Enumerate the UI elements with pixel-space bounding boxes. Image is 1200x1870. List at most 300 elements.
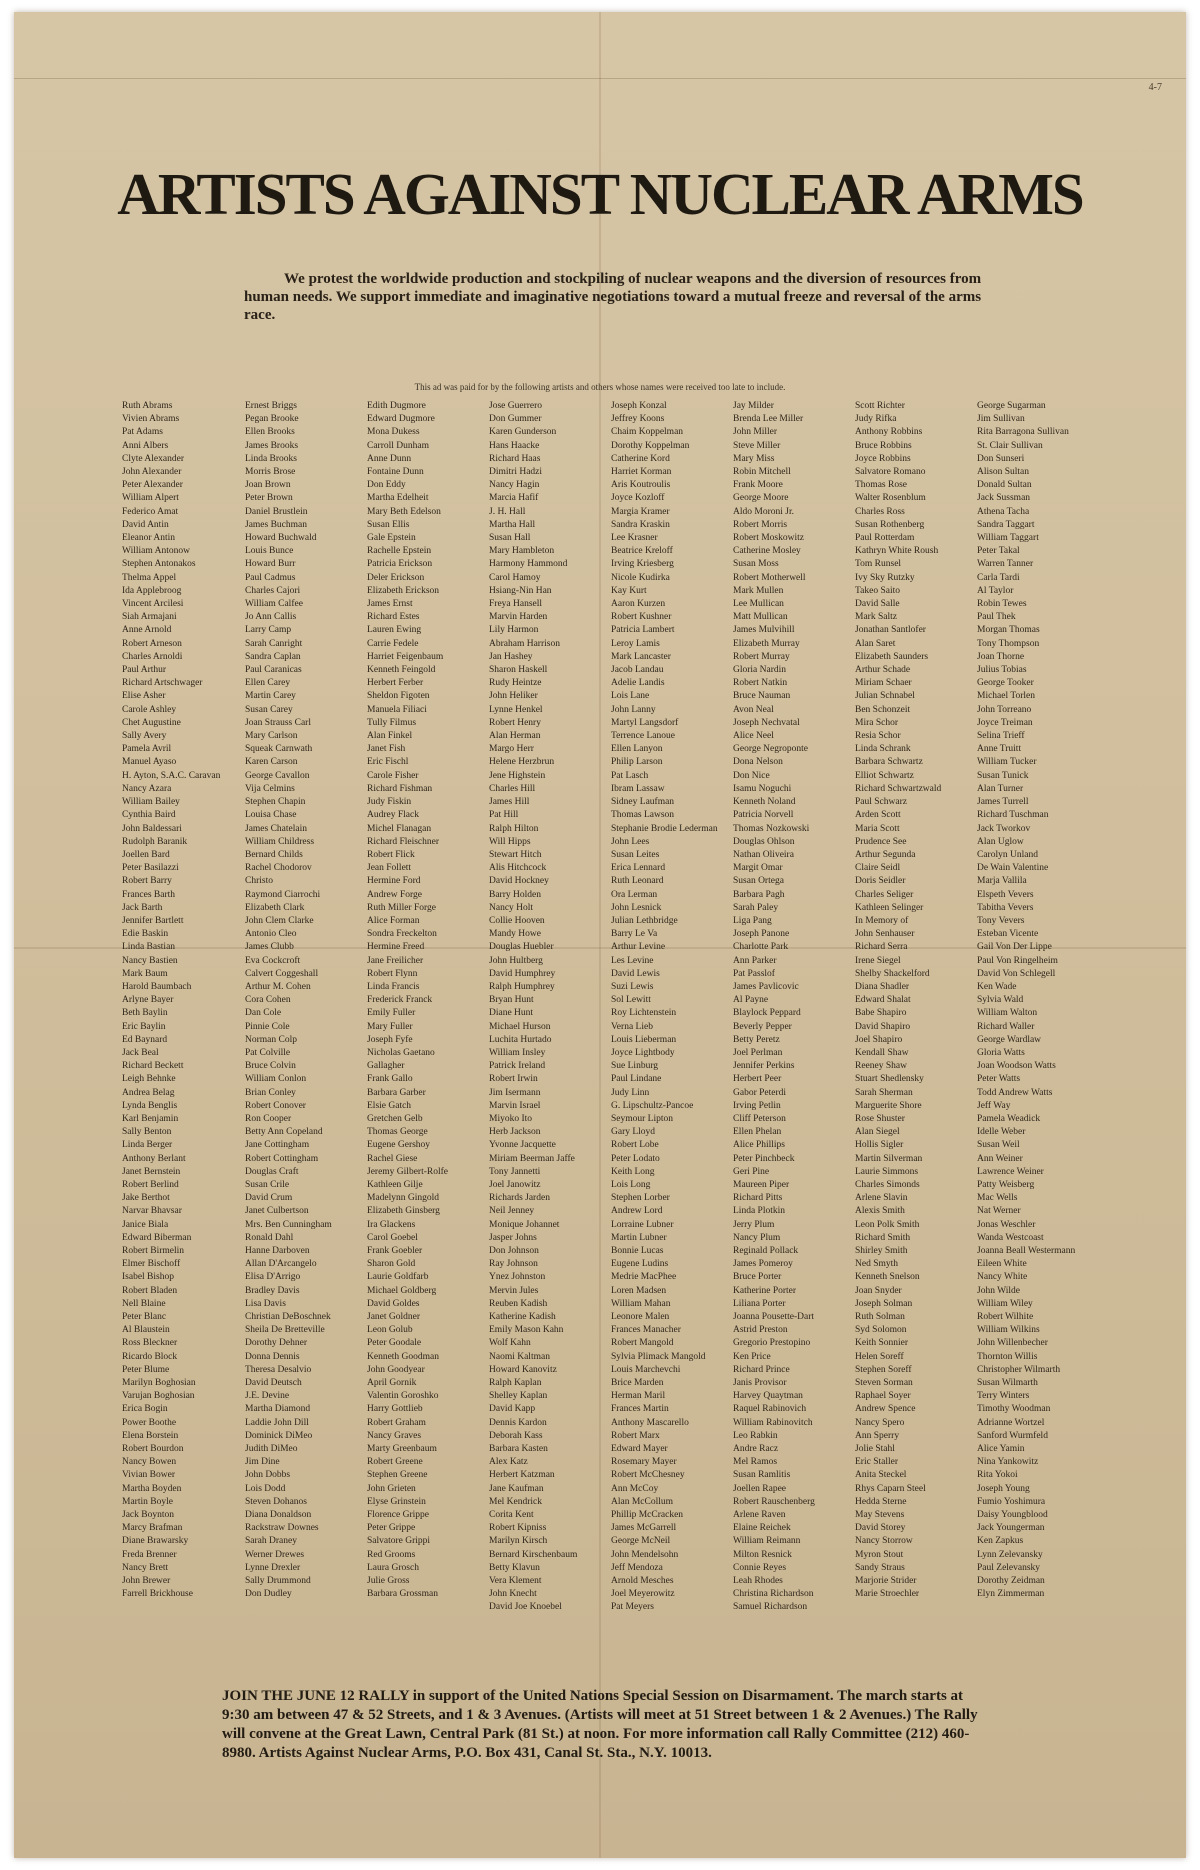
- signatory-name: Susan Leites: [611, 849, 660, 860]
- signatory-name: Leroy Lamis: [611, 638, 660, 649]
- signatory-name: Anthony Mascarello: [611, 1417, 689, 1428]
- signatory-name: David Deutsch: [245, 1378, 302, 1389]
- signatory-name: Tony Thompson: [977, 638, 1040, 649]
- signatory-name: Joel Meyerowitz: [611, 1589, 675, 1600]
- signatory-name: Charlotte Park: [733, 942, 789, 953]
- signatory-name: Kathleen Gilje: [367, 1179, 423, 1190]
- signatory-name: Mary Carlson: [245, 731, 298, 742]
- signatory-name: Joanna Pousette-Dart: [733, 1312, 814, 1323]
- signatory-name: Laddie John Dill: [245, 1417, 309, 1428]
- signatory-name: Andrew Lord: [611, 1206, 663, 1217]
- signatory-name: Pat Hill: [489, 810, 519, 821]
- signatory-name: Geri Pine: [733, 1166, 770, 1177]
- signatory-name: Peter Blume: [122, 1364, 170, 1375]
- signatory-name: John Brewer: [122, 1576, 171, 1587]
- signatory-name: Paul Von Ringelheim: [977, 955, 1058, 966]
- signatory-name: Leigh Behnke: [122, 1074, 176, 1085]
- signatory-name: Aldo Moroni Jr.: [733, 506, 794, 517]
- signatory-name: Fumio Yoshimura: [977, 1496, 1046, 1507]
- signatory-name: Red Grooms: [367, 1549, 416, 1560]
- signatory-name: Susan Weil: [977, 1140, 1020, 1151]
- signatory-name: Richard Fleischner: [367, 836, 440, 847]
- signatory-name: Sharon Haskell: [489, 665, 548, 676]
- signatory-name: Edith Dugmore: [367, 401, 426, 411]
- signatory-name: Kenneth Snelson: [855, 1272, 920, 1283]
- signatory-name: Aris Koutroulis: [611, 480, 671, 491]
- signatory-name: Elisa D'Arrigo: [245, 1272, 301, 1283]
- signatory-name: Leon Polk Smith: [855, 1219, 920, 1230]
- signatory-name: Erica Bogin: [122, 1404, 168, 1415]
- signatory-name: David Hockney: [489, 876, 549, 887]
- signatory-name: Audrey Flack: [367, 810, 419, 821]
- signatory-name: Don Johnson: [489, 1246, 539, 1256]
- signatory-name: Joan Strauss Carl: [245, 717, 311, 728]
- signatory-name: Barry Le Va: [611, 929, 658, 940]
- signatory-name: Ellen Brooks: [245, 427, 295, 438]
- signatory-name: Rosemary Mayer: [611, 1457, 677, 1468]
- signatory-name: Paul Cadmus: [245, 572, 296, 583]
- signatory-name: Marcia Hafif: [489, 493, 539, 504]
- signatory-name: Paul Schwarz: [855, 797, 907, 808]
- signatory-name: Steven Sorman: [855, 1378, 913, 1389]
- signatory-name: Ralph Kaplan: [489, 1378, 542, 1389]
- signatory-name: Elaine Reichek: [733, 1523, 791, 1534]
- signatory-name: Terry Winters: [977, 1391, 1030, 1402]
- signatory-name: Carroll Dunham: [367, 440, 430, 451]
- signatory-name: Robert Arneson: [122, 638, 182, 649]
- signatory-name: Joan Snyder: [855, 1285, 902, 1296]
- signatory-name: Larry Camp: [245, 625, 292, 636]
- signatory-name: Janet Fish: [367, 744, 406, 755]
- signatory-name: Carole Ashley: [122, 704, 177, 715]
- signatory-name: Samuel Richardson: [733, 1602, 808, 1613]
- signatory-name: Varujan Boghosian: [122, 1391, 195, 1402]
- signatory-name: Kathleen Selinger: [855, 902, 924, 913]
- signatory-name: Nancy Azara: [122, 783, 172, 794]
- signatory-name: Gloria Nardin: [733, 665, 787, 676]
- signatory-name: Robert Conover: [245, 1100, 306, 1111]
- signatory-name: Siah Armajani: [122, 612, 177, 623]
- signatory-name: Peter Takal: [977, 546, 1020, 557]
- signatory-name: Squeak Carnwath: [245, 744, 313, 755]
- signatory-name: Lorraine Lubner: [611, 1219, 674, 1230]
- signatory-name: James Buchman: [245, 519, 308, 530]
- signatory-name: Rachel Giese: [367, 1153, 418, 1164]
- signatory-name: Lee Krasner: [611, 533, 658, 544]
- signatory-name: Alex Katz: [489, 1457, 528, 1468]
- signatory-name: Bradley Davis: [245, 1285, 300, 1296]
- signatory-name: Salvatore Romano: [855, 467, 926, 478]
- signatory-name: Robert Berlind: [122, 1179, 179, 1190]
- signatory-name: Helene Herzbrun: [489, 757, 555, 768]
- signatory-name: Barry Holden: [489, 889, 541, 900]
- signatory-name: Julie Gross: [367, 1576, 410, 1587]
- signatory-name: Peter Basilazzi: [122, 863, 179, 874]
- signatory-name: Jo Ann Callis: [245, 612, 297, 623]
- signatory-name: Carol Goebel: [367, 1232, 418, 1243]
- signatory-name: Ned Smyth: [855, 1259, 899, 1270]
- signatory-name: Liga Pang: [733, 915, 772, 926]
- signatory-name: John Mendelsohn: [611, 1549, 679, 1560]
- signatory-name: Verna Lieb: [611, 1021, 653, 1032]
- signatory-name: Edward Mayer: [611, 1444, 668, 1455]
- signatory-name: Joan Woodson Watts: [977, 1061, 1056, 1072]
- signatory-name: Judy Fiskin: [367, 797, 412, 808]
- signatory-name: Arthur Levine: [611, 942, 666, 953]
- signatory-name: Betty Ann Copeland: [245, 1127, 323, 1138]
- signatory-name: William Conlon: [245, 1074, 307, 1085]
- signatory-name: Jonathan Santlofer: [855, 625, 926, 636]
- signatory-name: Gloria Watts: [977, 1047, 1025, 1058]
- signatory-name: Antonio Cleo: [245, 929, 297, 940]
- signatory-name: Susan Tunick: [977, 770, 1029, 781]
- signatory-name: Lois Long: [611, 1179, 651, 1190]
- signatory-name: J.E. Devine: [245, 1391, 290, 1402]
- signatory-name: Blaylock Peppard: [733, 1008, 801, 1019]
- signatory-name: Matt Mullican: [733, 612, 788, 623]
- signatory-name: Edie Baskin: [122, 929, 169, 940]
- name-column: [245, 400, 373, 1601]
- signatory-name: James Hill: [489, 797, 530, 808]
- signatory-name: Christian DeBoschnek: [245, 1312, 331, 1323]
- signatory-name: Shelley Kaplan: [489, 1391, 548, 1402]
- signatory-name: James Brooks: [245, 440, 299, 451]
- signatory-name: Christina Richardson: [733, 1589, 814, 1600]
- signatory-name: Claire Seidl: [855, 863, 901, 874]
- signatory-name: Daniel Brustlein: [245, 506, 308, 517]
- signatory-name: Eric Staller: [855, 1457, 898, 1468]
- signatory-name: David Salle: [855, 599, 900, 610]
- signatory-name: Thelma Appel: [122, 572, 177, 583]
- signatory-name: Elizabeth Murray: [733, 638, 800, 649]
- signatory-name: Lynne Drexler: [245, 1562, 301, 1573]
- signatory-name: Leonore Malen: [611, 1312, 670, 1323]
- signatory-name: Tom Runsel: [855, 559, 902, 570]
- signatory-name: Frank Gallo: [367, 1074, 413, 1085]
- signatory-name: Brice Marden: [611, 1378, 664, 1389]
- signatory-name: Dona Nelson: [733, 757, 783, 768]
- signatory-name: Joseph Panone: [733, 929, 790, 940]
- signatory-name: Pat Passlof: [733, 968, 775, 979]
- signatory-name: Wanda Westcoast: [977, 1232, 1044, 1243]
- signatory-name: Stewart Hitch: [489, 849, 542, 860]
- signatory-name: Joel Perlman: [733, 1047, 783, 1058]
- signatory-name: Robert Henry: [489, 717, 541, 728]
- signatory-name: Jasper Johns: [489, 1232, 537, 1243]
- signatory-name: Paul Arthur: [122, 665, 167, 676]
- signatory-name: Eric Baylin: [122, 1021, 166, 1032]
- signatory-name: Arlene Raven: [733, 1510, 786, 1521]
- signatory-name: Alis Hitchcock: [489, 863, 547, 874]
- signatory-name: Hermine Ford: [367, 876, 421, 887]
- signatory-name: Susan Moss: [733, 559, 779, 570]
- signatory-name: Alice Phillips: [733, 1140, 785, 1151]
- signatory-name: Ellen Phelan: [733, 1127, 782, 1138]
- signatory-name: Peter Brown: [245, 493, 293, 504]
- signatory-name: Yvonne Jacquette: [489, 1140, 556, 1151]
- signatory-name: Jean Follett: [367, 863, 412, 874]
- signatory-name: William Taggart: [977, 533, 1039, 544]
- signatory-name: Catherine Mosley: [733, 546, 801, 557]
- signatory-name: William Wilkins: [977, 1325, 1040, 1336]
- signatory-name: Alice Forman: [367, 915, 420, 926]
- signatory-name: Kenneth Goodman: [367, 1351, 440, 1362]
- signatory-name: Sandra Taggart: [977, 519, 1035, 530]
- signatory-name: George Sugarman: [977, 401, 1046, 411]
- signatory-name: Robert Motherwell: [733, 572, 806, 583]
- signatory-name: Anthony Berlant: [122, 1153, 186, 1164]
- signatory-name: Abraham Harrison: [489, 638, 560, 649]
- signatory-name: Karl Benjamin: [122, 1113, 179, 1124]
- signatory-name: Arlene Slavin: [855, 1193, 908, 1204]
- signatory-name: Tabitha Vevers: [977, 902, 1034, 913]
- signatory-names: [122, 400, 1112, 1613]
- signatory-name: William Bailey: [122, 797, 180, 808]
- signatory-name: Rackstraw Downes: [245, 1523, 319, 1534]
- signatory-name: Sanford Wurmfeld: [977, 1430, 1048, 1441]
- signatory-name: Anne Arnold: [122, 625, 172, 636]
- signatory-name: Miriam Schaer: [855, 678, 912, 689]
- signatory-name: George Wardlaw: [977, 1034, 1042, 1045]
- signatory-name: Paul Lindane: [611, 1074, 662, 1085]
- signatory-name: Paul Thek: [977, 612, 1016, 623]
- signatory-name: Diana Donaldson: [245, 1510, 312, 1521]
- signatory-name: Diana Shadler: [855, 981, 910, 992]
- signatory-name: Madelynn Gingold: [367, 1193, 440, 1204]
- signatory-name: Manuela Filiaci: [367, 704, 427, 715]
- signatory-name: Neil Jenney: [489, 1206, 535, 1217]
- signatory-name: Cora Cohen: [245, 995, 291, 1006]
- signatory-name: Thomas George: [367, 1127, 428, 1138]
- signatory-name: Robert Wilhite: [977, 1312, 1034, 1323]
- signatory-name: Janet Culbertson: [245, 1206, 309, 1217]
- signatory-name: G. Lipschultz-Pancoe: [611, 1100, 694, 1111]
- signatory-name: J. H. Hall: [489, 506, 526, 517]
- signatory-name: Isamu Noguchi: [733, 783, 792, 794]
- signatory-name: May Stevens: [855, 1510, 905, 1521]
- signatory-name: Louis Lieberman: [611, 1034, 677, 1045]
- signatory-name: Edward Shalat: [855, 995, 911, 1006]
- signatory-name: Jennifer Bartlett: [122, 915, 184, 926]
- signatory-name: Katherine Kadish: [489, 1312, 556, 1323]
- statement-text: We protest the worldwide production and stockpiling of nuclear weapons and the diversion of resources from human needs. We support immediate and imaginative negotiations toward a mutual freeze and reversal of the arms race.: [244, 271, 982, 323]
- signatory-name: Ann Sperry: [855, 1430, 900, 1441]
- signatory-name: Elizabeth Ginsberg: [367, 1206, 440, 1217]
- signatory-name: Katherine Porter: [733, 1285, 797, 1296]
- signatory-name: Janice Biala: [122, 1219, 169, 1230]
- signatory-name: Todd Andrew Watts: [977, 1087, 1053, 1098]
- signatory-name: Dimitri Hadzi: [489, 467, 543, 478]
- signatory-name: Beverly Pepper: [733, 1021, 792, 1032]
- signatory-name: Patricia Lambert: [611, 625, 675, 636]
- signatory-name: Nat Werner: [977, 1206, 1021, 1217]
- signatory-name: Elyse Grinstein: [367, 1496, 426, 1507]
- signatory-name: Nina Yankowitz: [977, 1457, 1039, 1468]
- signatory-name: Resia Schor: [855, 731, 901, 742]
- signatory-name: Athena Tacha: [977, 506, 1030, 517]
- signatory-name: Eugene Gershoy: [367, 1140, 431, 1151]
- signatory-name: Bryan Hunt: [489, 995, 534, 1006]
- signatory-name: Edward Dugmore: [367, 414, 435, 425]
- signatory-name: Bruce Porter: [733, 1272, 782, 1283]
- signatory-name: Nicole Kudirka: [611, 572, 670, 583]
- name-column: [122, 400, 250, 1601]
- signatory-name: Barbara Garber: [367, 1087, 426, 1098]
- signatory-name: Al Payne: [733, 995, 769, 1006]
- signatory-name: Bernard Childs: [245, 849, 303, 860]
- signatory-name: Chet Augustine: [122, 717, 181, 728]
- signatory-name: Mark Baum: [122, 968, 168, 979]
- signatory-name: Alan Herman: [489, 731, 541, 742]
- signatory-name: Tony Jannetti: [489, 1166, 541, 1177]
- signatory-name: Andrew Forge: [367, 889, 422, 900]
- signatory-name: Herbert Peer: [733, 1074, 782, 1085]
- signatory-name: Kendall Shaw: [855, 1047, 909, 1058]
- signatory-name: Medrie MacPhee: [611, 1272, 677, 1283]
- signatory-name: Nancy Holt: [489, 902, 534, 913]
- signatory-name: Charles Hill: [489, 783, 536, 794]
- signatory-name: Harvey Quaytman: [733, 1391, 803, 1402]
- signatory-name: James McGarrell: [611, 1523, 677, 1534]
- signatory-name: Alan Saret: [855, 638, 896, 649]
- signatory-name: Robert Barry: [122, 876, 172, 887]
- signatory-name: Mark Saltz: [855, 612, 897, 623]
- signatory-name: Freya Hansell: [489, 599, 543, 610]
- signatory-name: Dan Cole: [245, 1008, 282, 1019]
- signatory-name: Adelie Landis: [611, 678, 665, 689]
- signatory-name: Peter Grippe: [367, 1523, 416, 1534]
- signatory-name: Nancy White: [977, 1272, 1028, 1283]
- signatory-name: Astrid Preston: [733, 1325, 788, 1336]
- signatory-name: Jim Isermann: [489, 1087, 541, 1098]
- signatory-name: Arthur M. Cohen: [245, 981, 311, 992]
- signatory-name: Herbert Katzman: [489, 1470, 555, 1481]
- signatory-name: Prudence See: [855, 836, 907, 847]
- signatory-name: Sylvia Wald: [977, 995, 1024, 1006]
- signatory-name: Mac Wells: [977, 1193, 1018, 1204]
- signatory-name: George Cavallon: [245, 770, 310, 781]
- signatory-name: Howard Burr: [245, 559, 296, 570]
- signatory-name: Ruth Leonard: [611, 876, 664, 887]
- signatory-name: Harriet Korman: [611, 467, 672, 478]
- signatory-name: David Joe Knoebel: [489, 1602, 562, 1613]
- signatory-name: Barbara Grossman: [367, 1589, 438, 1600]
- signatory-name: Ray Johnson: [489, 1259, 538, 1270]
- signatory-name: James Clubb: [245, 942, 294, 953]
- signatory-name: Charles Ross: [855, 506, 905, 517]
- signatory-name: Ora Lerman: [611, 889, 658, 900]
- signatory-name: Douglas Craft: [245, 1166, 299, 1177]
- signatory-name: Elspeth Vevers: [977, 889, 1034, 900]
- signatory-name: St. Clair Sullivan: [977, 440, 1043, 451]
- signatory-name: Vivian Bower: [122, 1470, 175, 1481]
- signatory-name: Sheldon Figoten: [367, 691, 430, 702]
- signatory-name: Leah Rhodes: [733, 1576, 783, 1587]
- signatory-name: David Humphrey: [489, 968, 556, 979]
- signatory-name: Nell Blaine: [122, 1298, 166, 1309]
- signatory-name: Calvert Coggeshall: [245, 968, 319, 979]
- signatory-name: Allan D'Arcangelo: [245, 1259, 317, 1270]
- signatory-name: Morgan Thomas: [977, 625, 1040, 636]
- signatory-name: Adrianne Wortzel: [977, 1417, 1045, 1428]
- signatory-name: Thomas Lawson: [611, 810, 675, 821]
- signatory-name: Ken Wade: [977, 981, 1017, 992]
- signatory-name: Elmer Bischoff: [122, 1259, 181, 1270]
- signatory-name: Vivien Abrams: [122, 414, 180, 425]
- signatory-name: Joan Brown: [245, 480, 291, 491]
- signatory-name: Timothy Woodman: [977, 1404, 1051, 1415]
- signatory-name: Doris Seidler: [855, 876, 906, 887]
- signatory-name: Douglas Ohlson: [733, 836, 795, 847]
- signatory-name: Martyl Langsdorf: [611, 717, 679, 728]
- signatory-name: Mandy Howe: [489, 929, 541, 940]
- signatory-name: Alice Neel: [733, 731, 774, 742]
- signatory-name: Deler Erickson: [367, 572, 425, 583]
- signatory-name: Nancy Brett: [122, 1562, 169, 1573]
- signatory-name: George Tooker: [977, 678, 1034, 689]
- signatory-name: Ben Schonzeit: [855, 704, 911, 715]
- signatory-name: Betty Peretz: [733, 1034, 780, 1045]
- signatory-name: Pat Adams: [122, 427, 163, 438]
- signatory-name: Jack Youngerman: [977, 1523, 1045, 1534]
- signatory-name: Dominick DiMeo: [245, 1430, 313, 1441]
- signatory-name: Andre Racz: [733, 1444, 779, 1455]
- signatory-name: Rose Shuster: [855, 1113, 905, 1124]
- signatory-name: Richard Waller: [977, 1021, 1035, 1032]
- signatory-name: Marjorie Strider: [855, 1576, 917, 1587]
- signatory-name: Mark Mullen: [733, 585, 784, 596]
- signatory-name: Jene Highstein: [489, 770, 546, 781]
- signatory-name: Eileen White: [977, 1259, 1027, 1270]
- signatory-name: Arnold Mesches: [611, 1576, 674, 1587]
- signatory-name: Rita Yokoi: [977, 1470, 1018, 1481]
- signatory-name: Clyte Alexander: [122, 453, 184, 464]
- signatory-name: Robert Greene: [367, 1457, 423, 1468]
- signatory-name: Margia Kramer: [611, 506, 670, 517]
- signatory-name: Sarah Sherman: [855, 1087, 913, 1098]
- signatory-name: Barbara Pagh: [733, 889, 785, 900]
- signatory-name: Jacob Landau: [611, 665, 664, 676]
- signatory-name: Mel Kendrick: [489, 1496, 543, 1507]
- signatory-name: Syd Solomon: [855, 1325, 907, 1336]
- signatory-name: Sarah Canright: [245, 638, 303, 649]
- signatory-name: Martin Boyle: [122, 1496, 173, 1507]
- signatory-name: Robert Murray: [733, 651, 790, 662]
- signatory-name: Terrence Lanoue: [611, 731, 675, 742]
- signatory-name: Brian Conley: [245, 1087, 296, 1098]
- signatory-name: John Miller: [733, 427, 778, 438]
- name-column: [733, 400, 861, 1615]
- signatory-name: Miyoko Ito: [489, 1113, 533, 1124]
- signatory-name: Judy Rifka: [855, 414, 897, 425]
- signatory-name: Joel Shapiro: [855, 1034, 903, 1045]
- signatory-name: James Pomeroy: [733, 1259, 793, 1270]
- signatory-name: Robert Moskowitz: [733, 533, 804, 544]
- signatory-name: Elizabeth Erickson: [367, 585, 440, 596]
- signatory-name: Beth Baylin: [122, 1008, 168, 1019]
- signatory-name: Harry Gottlieb: [367, 1404, 423, 1415]
- signatory-name: John Grieten: [367, 1483, 416, 1494]
- signatory-name: Arlyne Bayer: [122, 995, 174, 1006]
- signatory-name: Joyce Treiman: [977, 717, 1033, 728]
- signatory-name: Keith Sonnier: [855, 1338, 909, 1349]
- signatory-name: Barbara Kasten: [489, 1444, 548, 1455]
- signatory-name: Ken Price: [733, 1351, 771, 1362]
- signatory-name: Ellen Lanyon: [611, 744, 663, 755]
- signatory-name: Luchita Hurtado: [489, 1034, 552, 1045]
- signatory-name: Patrick Ireland: [489, 1061, 546, 1072]
- signatory-name: David Storey: [855, 1523, 906, 1534]
